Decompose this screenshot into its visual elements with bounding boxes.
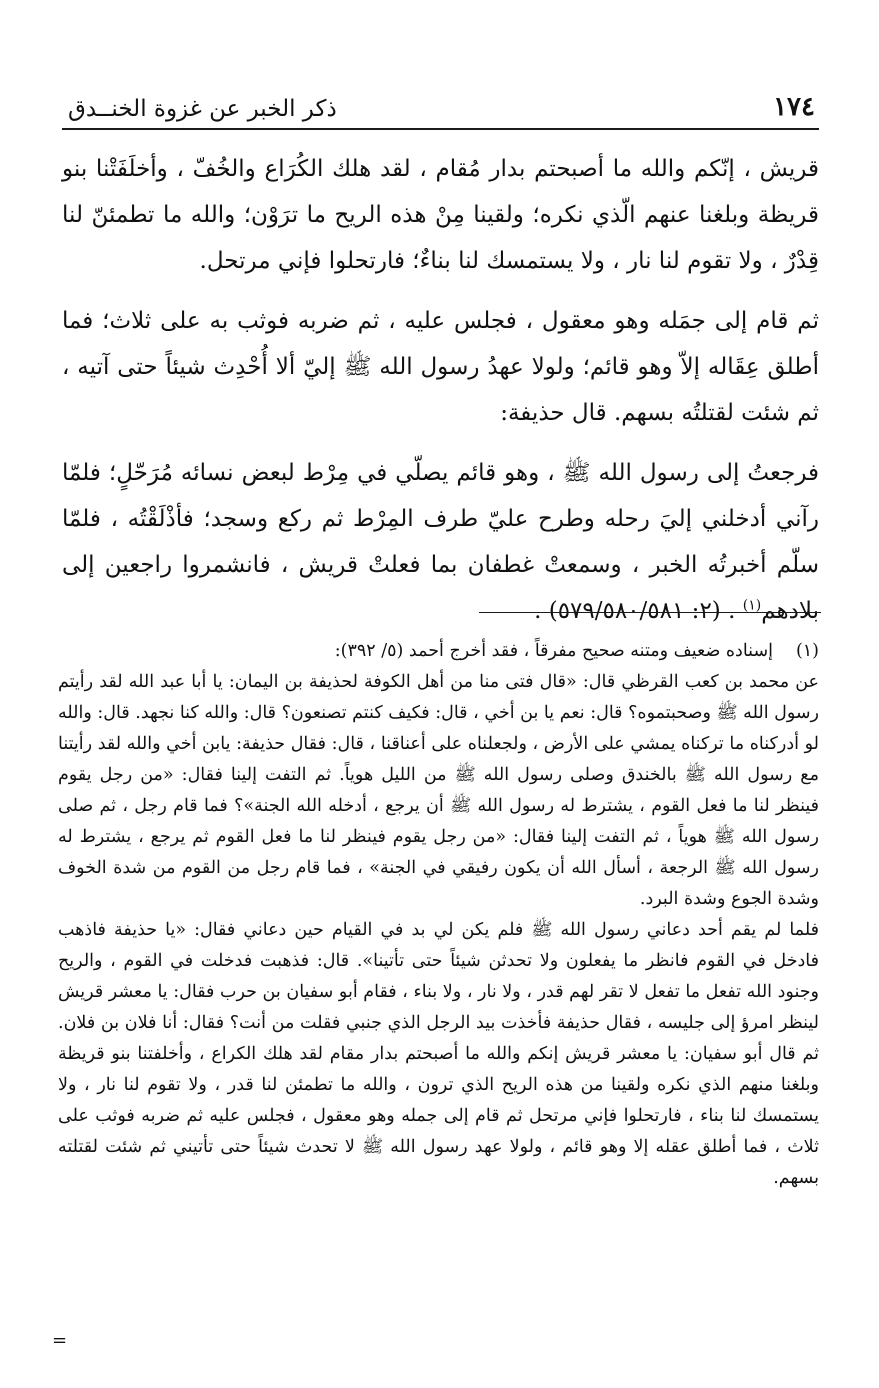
- source-citation: . (٢: ٥٧٩/٥٨٠/٥٨١) .: [534, 598, 736, 624]
- footnote-first-line: [58, 636, 819, 667]
- footnote-reference: (١): [742, 597, 762, 614]
- footnote-paragraph-1: عن محمد بن كعب القرظي قال: «قال فتى منا من أهل الكوفة لحذيفة بن اليمان: يا أبا عبد الله لقد رأيتم رسول الله ﷺ وصحبتموه؟ قال: نعم يا بن أخي ، قال: فكيف كنتم تصنعون؟ قال: والله كنا نجهد. قال: والله لو أدركناه ما تركناه يمشي على الأرض ، ولجعلناه على أعناقنا ، قال: فقال حذيفة: يابن أخي والله لقد رأيتنا مع رسول الله ﷺ بالخندق وصلى رسول الله ﷺ من الليل هوياً. ثم التفت إلينا فقال: «من رجل يقوم فينظر لنا ما فعل القوم ، يشترط له رسول الله ﷺ أن يرجع ، أدخله الله الجنة»؟ فما قام رجل ، ثم صلى رسول الله ﷺ هوياً ، ثم التفت إلينا فقال: «من رجل يقوم فينظر لنا ما فعل القوم ثم يرجع ، يشترط له رسول الله ﷺ الرجعة ، أسأل الله أن يكون رفيقي في الجنة» ، فما قام رجل من القوم من شدة الخوف وشدة الجوع وشدة البرد.: [58, 672, 819, 909]
- continuation-mark: =: [52, 1330, 68, 1351]
- main-paragraph-1: قريش ، إنّكم والله ما أصبحتم بدار مُقام ، لقد هلك الكُرَاع والخُفّ ، وأخلَفَتْنا بنو قريظة وبلغنا عنهم الّذي نكره؛ ولقينا مِنْ هذه الريح ما ترَوْن؛ والله ما تطمئنّ لنا قِدْرٌ ، ولا تقوم لنا نار ، ولا يستمسك لنا بناءٌ؛ فارتحلوا فإني مرتحل.: [62, 156, 819, 274]
- page-number: ١٧٤: [773, 92, 815, 122]
- page-header: [62, 82, 819, 130]
- footnote-number: (١): [795, 641, 819, 661]
- footnotes: [58, 636, 819, 1194]
- main-paragraph-3: [62, 450, 819, 634]
- main-paragraph-3-text: فرجعتُ إلى رسول الله ﷺ ، وهو قائم يصلّي في مِرْط لبعض نسائه مُرَحّلٍ؛ فلمّا رآني أدخلني إليَ رحله وطرح عليّ طرف المِرْط ثم ركع وسجد؛ فأذْلَقْتُه ، فلمّا سلّم أخبرتُه الخبر ، وسمعتْ غطفان بما فعلتْ قريش ، فانشمروا راجعين إلى بلادهم: [62, 460, 819, 624]
- running-title: ذكر الخبر عن غزوة الخنــدق: [68, 96, 337, 122]
- footnote-intro: إسناده ضعيف ومتنه صحيح مفرقاً ، فقد أخرج أحمد (٥/ ٣٩٢):: [334, 641, 773, 661]
- footnote-separator: [479, 612, 821, 613]
- main-paragraph-2: ثم قام إلى جمَله وهو معقول ، فجلس عليه ، ثم ضربه فوثب به على ثلاث؛ فما أطلق عِقَاله إلاّ وهو قائم؛ ولولا عهدُ رسول الله ﷺ إليّ ألا أُحْدِث شيئاً حتى آتيه ، ثم شئت لقتلتُه بسهم. قال حذيفة:: [62, 308, 819, 426]
- main-text: [62, 146, 819, 648]
- footnote-paragraph-2: فلما لم يقم أحد دعاني رسول الله ﷺ فلم يكن لي بد في القيام حين دعاني فقال: «يا حذيفة فاذهب فادخل في القوم فانظر ما يفعلون ولا تحدثن شيئاً حتى تأتينا». قال: فذهبت فدخلت في القوم ، والريح وجنود الله تفعل ما تفعل لا تقر لهم قدر ، ولا نار ، ولا بناء ، فقام أبو سفيان بن حرب فقال: يا معشر قريش لينظر امرؤ إلى جليسه ، فقال حذيفة فأخذت بيد الرجل الذي جنبي فقلت من أنت؟ فقال: أنا فلان بن فلان. ثم قال أبو سفيان: يا معشر قريش إنكم والله ما أصبحتم بدار مقام لقد هلك الكراع ، وأخلفتنا بنو قريظة وبلغنا منهم الذي نكره ولقينا من هذه الريح الذي ترون ، والله ما تطمئن لنا قدر ، ولا تقوم لنا نار ، ولا يستمسك لنا بناء ، فارتحلوا فإني مرتحل ثم قام إلى جمله وهو معقول ، فجلس عليه ثم ضربه فوثب على ثلاث ، فما أطلق عقله إلا وهو قائم ، ولولا عهد رسول الله ﷺ لا تحدث شيئاً حتى تأتيني ثم شئت لقتلته بسهم.: [58, 920, 819, 1188]
